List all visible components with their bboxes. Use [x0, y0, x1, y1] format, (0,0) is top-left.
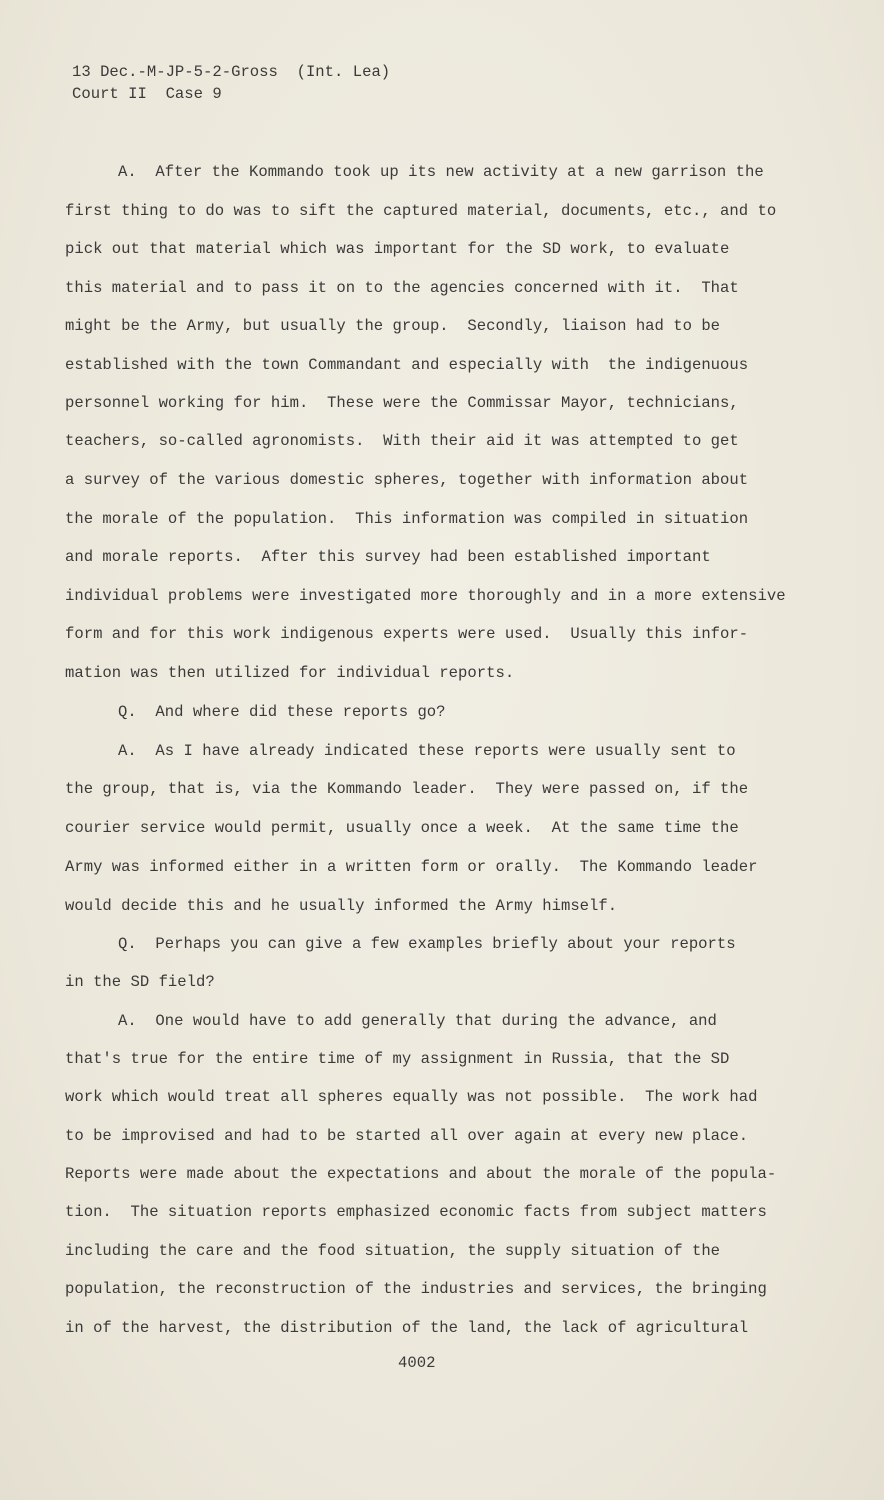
text-line: the morale of the population. This information was compiled in situation: [65, 510, 749, 528]
header-line-1: 13 Dec.-M-JP-5-2-Gross (Int. Lea): [72, 63, 391, 81]
text-line: form and for this work indigenous experts were used. Usually this infor-: [65, 625, 749, 643]
text-line: Q. And where did these reports go?: [118, 703, 446, 721]
text-line: this material and to pass it on to the agencies concerned with it. That: [65, 279, 739, 297]
text-line: and morale reports. After this survey had been established important: [65, 548, 711, 566]
text-line: individual problems were investigated more thoroughly and in a more extensive: [65, 587, 786, 605]
page-number: 4002: [398, 1354, 436, 1372]
text-line: the group, that is, via the Kommando leader. They were passed on, if the: [65, 780, 749, 798]
text-line: work which would treat all spheres equally was not possible. The work had: [65, 1088, 758, 1106]
text-line: A. One would have to add generally that during the advance, and: [118, 1012, 717, 1030]
text-line: A. As I have already indicated these reports were usually sent to: [118, 742, 736, 760]
text-line: mation was then utilized for individual reports.: [65, 664, 515, 682]
text-line: that's true for the entire time of my assignment in Russia, that the SD: [65, 1050, 730, 1068]
text-line: established with the town Commandant and especially with the indigenuous: [65, 356, 749, 374]
text-line: including the care and the food situation, the supply situation of the: [65, 1242, 721, 1260]
text-line: a survey of the various domestic spheres, together with information about: [65, 471, 749, 489]
text-line: in the SD field?: [65, 973, 215, 991]
text-line: would decide this and he usually informed the Army himself.: [65, 897, 618, 915]
text-line: Reports were made about the expectations and about the morale of the popula-: [65, 1165, 777, 1183]
text-line: personnel working for him. These were the Commissar Mayor, technicians,: [65, 394, 739, 412]
text-line: tion. The situation reports emphasized economic facts from subject matters: [65, 1203, 767, 1221]
text-line: A. After the Kommando took up its new activity at a new garrison the: [118, 163, 764, 181]
text-line: courier service would permit, usually once a week. At the same time the: [65, 819, 739, 837]
text-line: Q. Perhaps you can give a few examples briefly about your reports: [118, 935, 736, 953]
text-line: in of the harvest, the distribution of the land, the lack of agricultural: [65, 1319, 749, 1337]
header-line-2: Court II Case 9: [72, 85, 222, 103]
text-line: pick out that material which was important for the SD work, to evaluate: [65, 240, 730, 258]
text-line: might be the Army, but usually the group. Secondly, liaison had to be: [65, 317, 721, 335]
text-line: population, the reconstruction of the industries and services, the bringing: [65, 1280, 767, 1298]
text-line: first thing to do was to sift the captured material, documents, etc., and to: [65, 202, 777, 220]
text-line: to be improvised and had to be started all over again at every new place.: [65, 1127, 749, 1145]
text-line: Army was informed either in a written form or orally. The Kommando leader: [65, 858, 758, 876]
text-line: teachers, so-called agronomists. With their aid it was attempted to get: [65, 432, 739, 450]
